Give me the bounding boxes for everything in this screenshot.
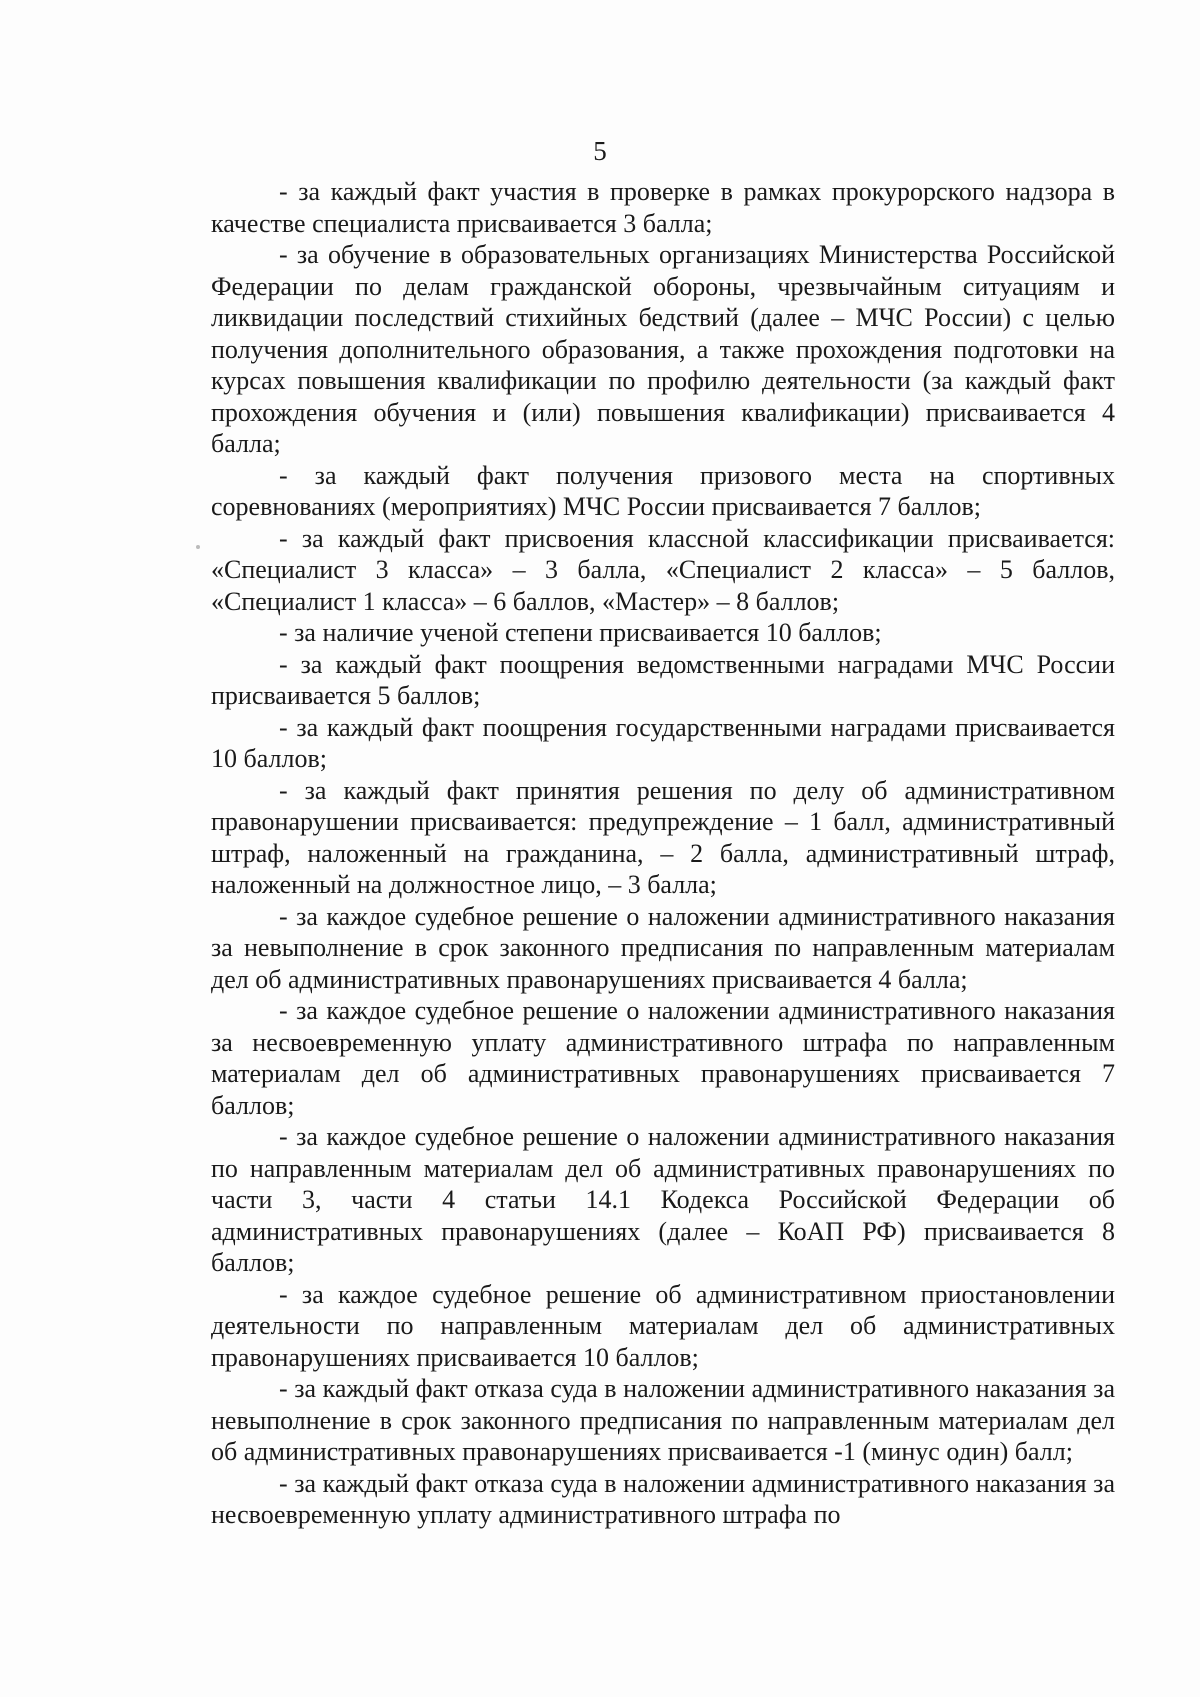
paragraph: - за каждый факт поощрения ведомственными наградами МЧС России присваивается 5 баллов;	[211, 649, 1115, 710]
paragraph: - за каждое судебное решение об административном приостановлении деятельности по направленным материалам дел об административных правонарушениях присваивается 10 баллов;	[211, 1279, 1115, 1372]
page-number: 5	[593, 136, 607, 166]
document-body	[211, 176, 1115, 1531]
paragraph: - за каждый факт принятия решения по делу об административном правонарушении присваивается: предупреждение – 1 балл, административный штраф, наложенный на гражданина, – 2 балла, административный штраф, наложенный на должностное лицо, – 3 балла;	[211, 775, 1115, 899]
paragraph: - за обучение в образовательных организациях Министерства Российской Федерации по делам гражданской обороны, чрезвычайным ситуациям и ликвидации последствий стихийных бедствий (далее – МЧС России) с целью получения дополнительного образования, а также прохождения подготовки на курсах повышения квалификации по профилю деятельности (за каждый факт прохождения обучения и (или) повышения квалификации) присваивается 4 балла;	[211, 240, 1115, 458]
paragraph: - за наличие ученой степени присваивается 10 баллов;	[279, 618, 882, 647]
scan-speck	[196, 545, 200, 549]
paragraph: - за каждый факт отказа суда в наложении административного наказания за несвоевременную уплату административного штрафа по	[211, 1468, 1115, 1529]
paragraph: - за каждый факт поощрения государственными наградами присваивается 10 баллов;	[211, 712, 1115, 773]
paragraph: - за каждое судебное решение о наложении административного наказания за несвоевременную уплату административного штрафа по направленным материалам дел об административных правонарушениях присваивается 7 баллов;	[211, 996, 1115, 1120]
paragraph: - за каждое судебное решение о наложении административного наказания за невыполнение в срок законного предписания по направленным материалам дел об административных правонарушениях присваивается 4 балла;	[211, 901, 1115, 994]
paragraph: - за каждый факт присвоения классной классификации присваивается: «Специалист 3 класса» – 3 балла, «Специалист 2 класса» – 5 баллов, «Специалист 1 класса» – 6 баллов, «Мастер» – 8 баллов;	[211, 523, 1115, 616]
paragraph: - за каждый факт отказа суда в наложении административного наказания за невыполнение в срок законного предписания по направленным материалам дел об административных правонарушениях присваивается -1 (минус один) балл;	[211, 1374, 1115, 1466]
paragraph: - за каждый факт участия в проверке в рамках прокурорского надзора в качестве специалиста присваивается 3 балла;	[211, 177, 1115, 238]
paragraph: - за каждый факт получения призового места на спортивных соревнованиях (мероприятиях) МЧС России присваивается 7 баллов;	[211, 460, 1115, 521]
paragraph: - за каждое судебное решение о наложении административного наказания по направленным материалам дел об административных правонарушениях по части 3, части 4 статьи 14.1 Кодекса Российской Федерации об административных правонарушениях (далее – КоАП РФ) присваивается 8 баллов;	[211, 1122, 1115, 1277]
